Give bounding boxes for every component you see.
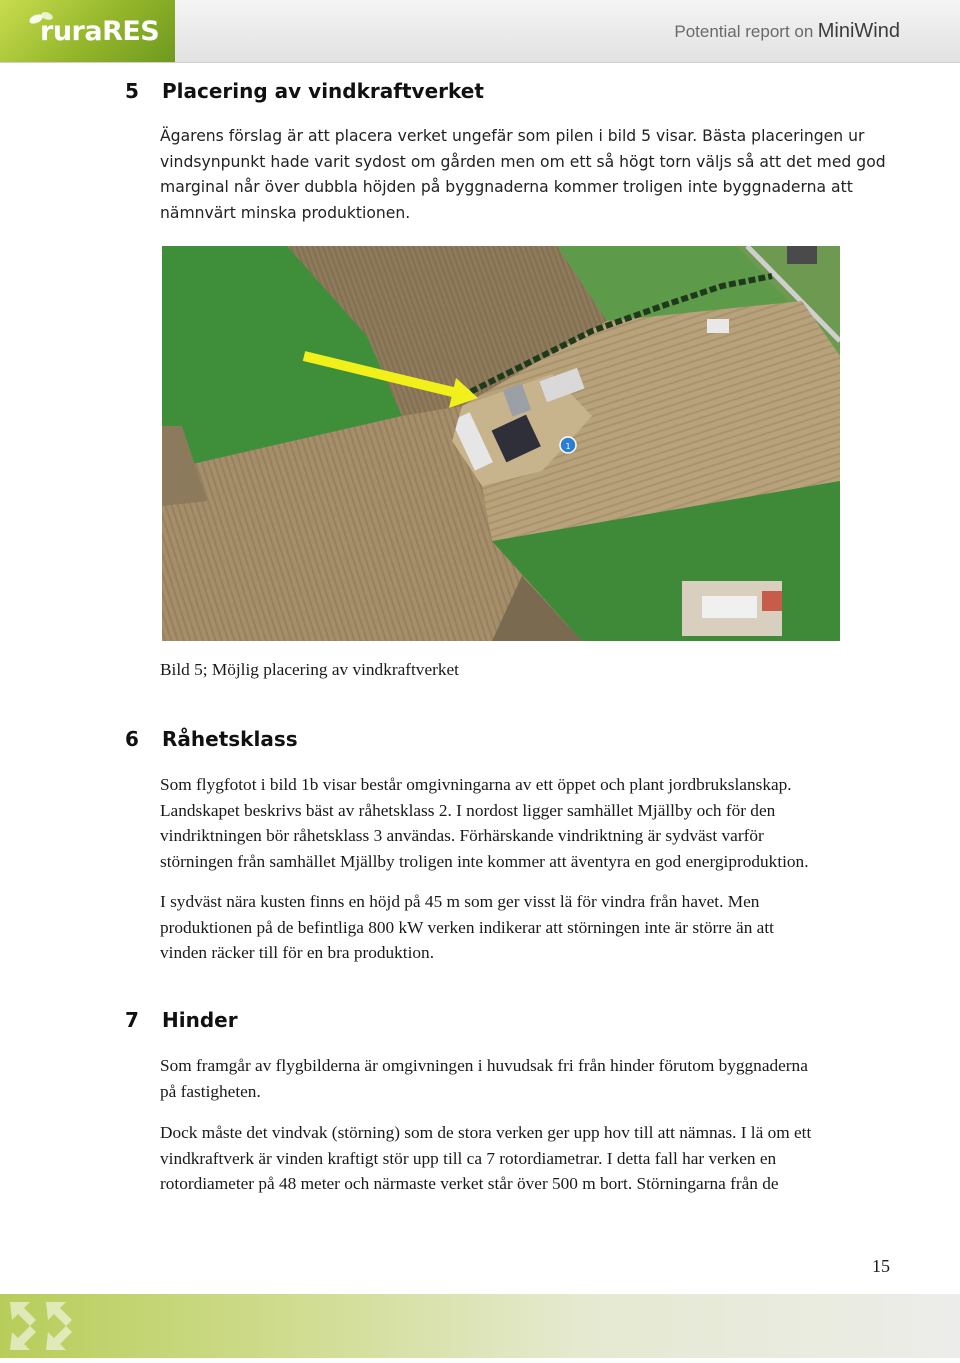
ruraRES-logo	[0, 0, 175, 62]
section-number: 6	[125, 727, 139, 751]
text-line: nämnvärt minska produktionen.	[160, 203, 411, 222]
section-5-paragraph	[160, 124, 895, 226]
text-line: produktionen på de befintliga 800 kW verken indikerar att störningen inte är större än att	[160, 917, 774, 937]
map-marker-label: 1	[565, 442, 571, 451]
text-line: Ägarens förslag är att placera verket ungefär som pilen i bild 5 visar. Bästa placeringen ur	[160, 127, 865, 145]
text-line: vinden räcker till för en bra produktion.	[160, 943, 435, 963]
text-line: Landskapet beskrivs bäst av råhetsklass 2. I nordost ligger samhället Mjällby och för den	[160, 800, 776, 820]
text-line: I sydväst nära kusten finns en höjd på 45 m som ger visst lä för vindra från havet. Men	[160, 892, 760, 911]
section-6-paragraph-2	[160, 889, 895, 966]
report-prefix: Potential report on	[674, 22, 814, 41]
text-line: rotordiameter på 48 meter och närmaste verket står över 500 m bort. Störningarna från de	[160, 1174, 779, 1194]
logo-text: ruraRES	[40, 16, 160, 47]
text-line: vindkraftverk är vinden kraftigt stör upp till ca 7 rotordiametrar. I detta fall har verken en	[160, 1148, 777, 1168]
section-7-paragraph-2	[160, 1120, 895, 1197]
section-7-heading	[125, 1008, 238, 1032]
text-line: vindriktningen bör råhetsklass 3 användas. Förhärskande vindriktning är sydväst varför	[160, 826, 764, 846]
page-number: 15	[872, 1256, 890, 1276]
text-line: Som flygfotot i bild 1b visar består omgivningarna av ett öppet och plant jordbrukslanskap.	[160, 775, 792, 794]
text-line: vindsynpunkt hade varit sydost om gården men om ett så högt torn väljs så att det med god	[160, 152, 886, 171]
text-line: Som framgår av flygbilderna är omgivningen i huvudsak fri från hinder förutom byggnaderna	[160, 1056, 808, 1075]
text-line: Dock måste det vindvak (störning) som de stora verken ger upp hov till att nämnas. I lä om ett	[160, 1123, 812, 1142]
section-number: 5	[125, 79, 139, 103]
section-7-paragraph-1	[160, 1053, 895, 1104]
page-header	[0, 0, 960, 63]
arrows-decoration-icon	[0, 1294, 90, 1358]
section-title: Råhetsklass	[162, 727, 298, 751]
report-brand: MiniWind	[817, 20, 900, 42]
section-6-heading	[125, 727, 298, 751]
section-6-paragraph-1	[160, 772, 895, 874]
figure-caption: Bild 5; Möjlig placering av vindkraftverket	[160, 660, 459, 679]
text-line: marginal når över dubbla höjden på byggnaderna kommer troligen inte byggnaderna att	[160, 178, 853, 197]
report-title	[674, 20, 900, 43]
section-5-heading	[125, 79, 484, 103]
text-line: på fastigheten.	[160, 1081, 261, 1101]
text-line: störningen från samhället Mjällby troligen inte kommer att äventyra en god energiproduktion.	[160, 851, 809, 871]
section-number: 7	[125, 1008, 139, 1032]
section-title: Placering av vindkraftverket	[162, 79, 484, 103]
section-title: Hinder	[162, 1008, 238, 1032]
page-footer	[0, 1294, 960, 1358]
aerial-photo	[162, 246, 840, 641]
